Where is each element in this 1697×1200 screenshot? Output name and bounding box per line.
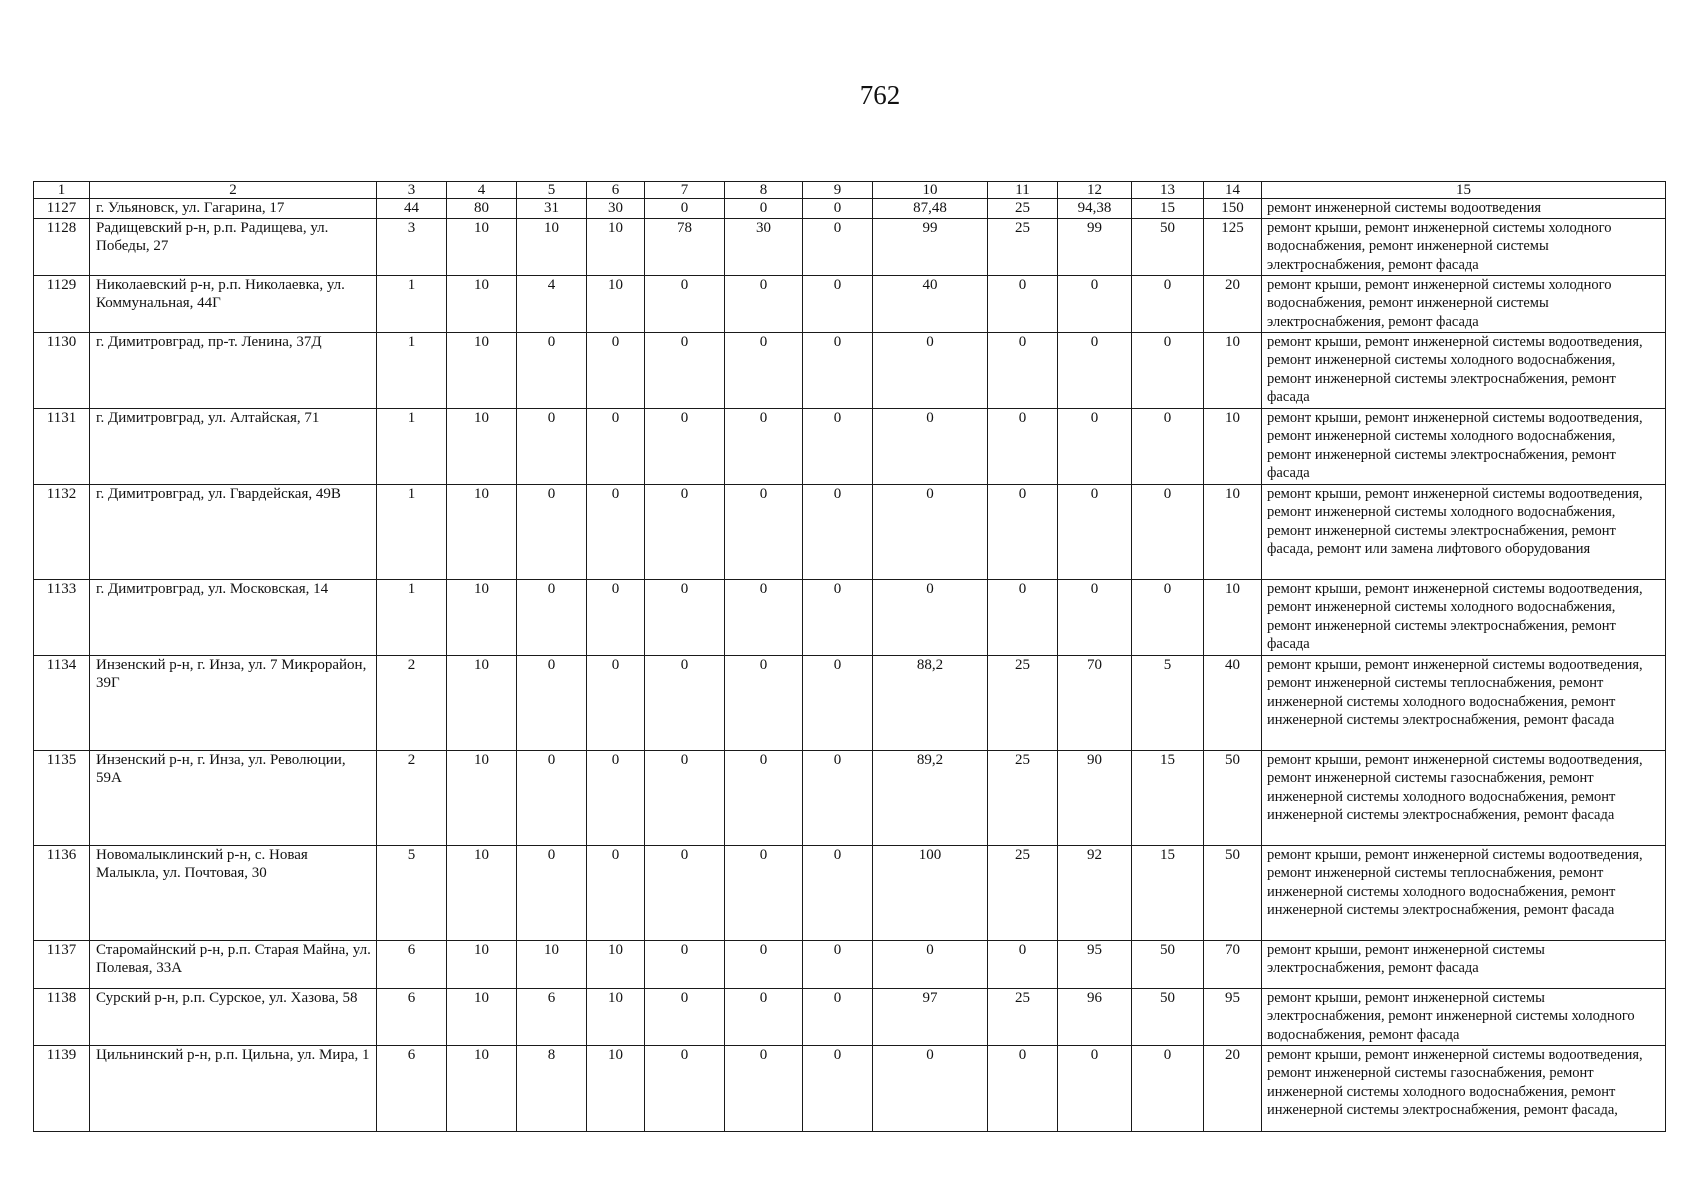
works-list-cell: ремонт крыши, ремонт инженерной системы электроснабжения, ремонт инженерной системы холодного водоснабжения, ремонт фасада: [1262, 988, 1666, 1045]
value-cell-col-4: 10: [447, 332, 517, 408]
value-cell-col-3: 3: [377, 218, 447, 275]
row-number-cell: 1132: [34, 484, 90, 579]
table-row: [34, 484, 1666, 579]
value-cell-col-6: 0: [587, 484, 645, 579]
value-cell-col-14: 20: [1204, 1045, 1262, 1131]
address-cell: г. Димитровград, пр-т. Ленина, 37Д: [90, 332, 377, 408]
value-cell-col-8: 30: [725, 218, 803, 275]
value-cell-col-13: 0: [1132, 408, 1204, 484]
value-cell-col-9: 0: [803, 940, 873, 988]
address-cell: Старомайнский р-н, р.п. Старая Майна, ул. Полевая, 33А: [90, 940, 377, 988]
table-row: [34, 408, 1666, 484]
value-cell-col-8: 0: [725, 1045, 803, 1131]
value-cell-col-14: 70: [1204, 940, 1262, 988]
value-cell-col-14: 20: [1204, 275, 1262, 332]
column-header-13: 13: [1132, 182, 1204, 199]
column-header-10: 10: [873, 182, 988, 199]
value-cell-col-6: 0: [587, 845, 645, 940]
value-cell-col-10: 0: [873, 332, 988, 408]
value-cell-col-11: 25: [988, 199, 1058, 219]
value-cell-col-5: 10: [517, 940, 587, 988]
value-cell-col-7: 0: [645, 275, 725, 332]
value-cell-col-12: 92: [1058, 845, 1132, 940]
value-cell-col-7: 78: [645, 218, 725, 275]
column-header-15: 15: [1262, 182, 1666, 199]
value-cell-col-8: 0: [725, 275, 803, 332]
value-cell-col-5: 0: [517, 484, 587, 579]
value-cell-col-4: 10: [447, 579, 517, 655]
value-cell-col-10: 97: [873, 988, 988, 1045]
works-list-cell: ремонт крыши, ремонт инженерной системы водоотведения, ремонт инженерной системы теплоснабжения, ремонт инженерной системы холодного водоснабжения, ремонт инженерной системы электроснабжения, ремонт фасада: [1262, 655, 1666, 750]
value-cell-col-14: 150: [1204, 199, 1262, 219]
table-row: [34, 199, 1666, 219]
row-number-cell: 1129: [34, 275, 90, 332]
works-list-cell: ремонт крыши, ремонт инженерной системы водоотведения, ремонт инженерной системы газоснабжения, ремонт инженерной системы холодного водоснабжения, ремонт инженерной системы электроснабжения, ремонт фасада: [1262, 750, 1666, 845]
value-cell-col-5: 10: [517, 218, 587, 275]
row-number-cell: 1138: [34, 988, 90, 1045]
value-cell-col-7: 0: [645, 988, 725, 1045]
value-cell-col-8: 0: [725, 332, 803, 408]
value-cell-col-8: 0: [725, 408, 803, 484]
works-list-cell: ремонт крыши, ремонт инженерной системы водоотведения, ремонт инженерной системы холодного водоснабжения, ремонт инженерной системы электроснабжения, ремонт фасада: [1262, 408, 1666, 484]
address-cell: г. Димитровград, ул. Алтайская, 71: [90, 408, 377, 484]
table-row: [34, 655, 1666, 750]
value-cell-col-11: 25: [988, 218, 1058, 275]
value-cell-col-3: 1: [377, 275, 447, 332]
value-cell-col-9: 0: [803, 218, 873, 275]
row-number-cell: 1136: [34, 845, 90, 940]
value-cell-col-7: 0: [645, 940, 725, 988]
value-cell-col-7: 0: [645, 408, 725, 484]
row-number-cell: 1135: [34, 750, 90, 845]
value-cell-col-6: 0: [587, 332, 645, 408]
value-cell-col-11: 25: [988, 750, 1058, 845]
value-cell-col-7: 0: [645, 579, 725, 655]
table-row: [34, 218, 1666, 275]
value-cell-col-4: 10: [447, 1045, 517, 1131]
value-cell-col-10: 0: [873, 408, 988, 484]
value-cell-col-6: 30: [587, 199, 645, 219]
value-cell-col-4: 10: [447, 845, 517, 940]
column-header-6: 6: [587, 182, 645, 199]
value-cell-col-3: 2: [377, 750, 447, 845]
table-header: [34, 182, 1666, 199]
value-cell-col-11: 0: [988, 275, 1058, 332]
value-cell-col-10: 0: [873, 484, 988, 579]
value-cell-col-3: 6: [377, 988, 447, 1045]
row-number-cell: 1130: [34, 332, 90, 408]
value-cell-col-12: 94,38: [1058, 199, 1132, 219]
value-cell-col-3: 1: [377, 408, 447, 484]
column-header-7: 7: [645, 182, 725, 199]
works-list-cell: ремонт крыши, ремонт инженерной системы водоотведения, ремонт инженерной системы газоснабжения, ремонт инженерной системы холодного водоснабжения, ремонт инженерной системы электроснабжения, ремонт фасада,: [1262, 1045, 1666, 1131]
address-cell: Радищевский р-н, р.п. Радищева, ул. Победы, 27: [90, 218, 377, 275]
address-cell: Цильнинский р-н, р.п. Цильна, ул. Мира, 1: [90, 1045, 377, 1131]
value-cell-col-13: 15: [1132, 845, 1204, 940]
works-list-cell: ремонт крыши, ремонт инженерной системы электроснабжения, ремонт фасада: [1262, 940, 1666, 988]
column-header-5: 5: [517, 182, 587, 199]
value-cell-col-9: 0: [803, 655, 873, 750]
value-cell-col-10: 0: [873, 579, 988, 655]
value-cell-col-13: 50: [1132, 218, 1204, 275]
value-cell-col-3: 2: [377, 655, 447, 750]
value-cell-col-13: 0: [1132, 579, 1204, 655]
value-cell-col-5: 0: [517, 579, 587, 655]
value-cell-col-5: 0: [517, 750, 587, 845]
value-cell-col-13: 5: [1132, 655, 1204, 750]
value-cell-col-11: 0: [988, 940, 1058, 988]
value-cell-col-6: 10: [587, 1045, 645, 1131]
value-cell-col-13: 0: [1132, 332, 1204, 408]
value-cell-col-12: 90: [1058, 750, 1132, 845]
value-cell-col-13: 50: [1132, 940, 1204, 988]
value-cell-col-6: 0: [587, 408, 645, 484]
value-cell-col-7: 0: [645, 332, 725, 408]
table-row: [34, 750, 1666, 845]
column-header-11: 11: [988, 182, 1058, 199]
header-row: [34, 182, 1666, 199]
row-number-cell: 1139: [34, 1045, 90, 1131]
works-list-cell: ремонт инженерной системы водоотведения: [1262, 199, 1666, 219]
capital-repair-table-wrap: [33, 181, 1665, 1132]
value-cell-col-8: 0: [725, 484, 803, 579]
value-cell-col-10: 0: [873, 940, 988, 988]
value-cell-col-9: 0: [803, 484, 873, 579]
value-cell-col-8: 0: [725, 579, 803, 655]
table-row: [34, 332, 1666, 408]
value-cell-col-7: 0: [645, 750, 725, 845]
value-cell-col-8: 0: [725, 845, 803, 940]
column-header-4: 4: [447, 182, 517, 199]
value-cell-col-6: 10: [587, 275, 645, 332]
value-cell-col-8: 0: [725, 988, 803, 1045]
value-cell-col-14: 10: [1204, 408, 1262, 484]
value-cell-col-7: 0: [645, 655, 725, 750]
value-cell-col-6: 0: [587, 750, 645, 845]
value-cell-col-3: 1: [377, 484, 447, 579]
value-cell-col-4: 10: [447, 940, 517, 988]
value-cell-col-5: 0: [517, 408, 587, 484]
value-cell-col-10: 99: [873, 218, 988, 275]
row-number-cell: 1134: [34, 655, 90, 750]
value-cell-col-7: 0: [645, 845, 725, 940]
value-cell-col-10: 40: [873, 275, 988, 332]
works-list-cell: ремонт крыши, ремонт инженерной системы холодного водоснабжения, ремонт инженерной системы электроснабжения, ремонт фасада: [1262, 275, 1666, 332]
table-row: [34, 1045, 1666, 1131]
value-cell-col-12: 95: [1058, 940, 1132, 988]
address-cell: Сурский р-н, р.п. Сурское, ул. Хазова, 58: [90, 988, 377, 1045]
row-number-cell: 1131: [34, 408, 90, 484]
address-cell: Николаевский р-н, р.п. Николаевка, ул. Коммунальная, 44Г: [90, 275, 377, 332]
value-cell-col-9: 0: [803, 199, 873, 219]
page-number: 762: [859, 80, 901, 110]
value-cell-col-11: 0: [988, 484, 1058, 579]
value-cell-col-12: 99: [1058, 218, 1132, 275]
row-number-cell: 1127: [34, 199, 90, 219]
value-cell-col-13: 15: [1132, 750, 1204, 845]
value-cell-col-12: 0: [1058, 484, 1132, 579]
row-number-cell: 1133: [34, 579, 90, 655]
works-list-cell: ремонт крыши, ремонт инженерной системы водоотведения, ремонт инженерной системы холодного водоснабжения, ремонт инженерной системы электроснабжения, ремонт фасада: [1262, 332, 1666, 408]
value-cell-col-10: 0: [873, 1045, 988, 1131]
value-cell-col-9: 0: [803, 275, 873, 332]
table-row: [34, 579, 1666, 655]
value-cell-col-12: 70: [1058, 655, 1132, 750]
address-cell: г. Димитровград, ул. Московская, 14: [90, 579, 377, 655]
value-cell-col-12: 96: [1058, 988, 1132, 1045]
row-number-cell: 1128: [34, 218, 90, 275]
address-cell: Инзенский р-н, г. Инза, ул. Революции, 59А: [90, 750, 377, 845]
value-cell-col-5: 31: [517, 199, 587, 219]
value-cell-col-4: 80: [447, 199, 517, 219]
value-cell-col-5: 0: [517, 845, 587, 940]
address-cell: г. Ульяновск, ул. Гагарина, 17: [90, 199, 377, 219]
value-cell-col-4: 10: [447, 750, 517, 845]
value-cell-col-6: 10: [587, 988, 645, 1045]
value-cell-col-9: 0: [803, 332, 873, 408]
value-cell-col-6: 0: [587, 579, 645, 655]
value-cell-col-5: 0: [517, 655, 587, 750]
value-cell-col-14: 125: [1204, 218, 1262, 275]
address-cell: г. Димитровград, ул. Гвардейская, 49В: [90, 484, 377, 579]
value-cell-col-9: 0: [803, 1045, 873, 1131]
value-cell-col-3: 1: [377, 579, 447, 655]
table-body: [34, 199, 1666, 1132]
value-cell-col-13: 0: [1132, 275, 1204, 332]
column-header-14: 14: [1204, 182, 1262, 199]
value-cell-col-11: 0: [988, 1045, 1058, 1131]
value-cell-col-3: 5: [377, 845, 447, 940]
value-cell-col-11: 25: [988, 988, 1058, 1045]
value-cell-col-8: 0: [725, 750, 803, 845]
value-cell-col-11: 0: [988, 579, 1058, 655]
value-cell-col-14: 10: [1204, 484, 1262, 579]
value-cell-col-3: 6: [377, 940, 447, 988]
value-cell-col-10: 89,2: [873, 750, 988, 845]
works-list-cell: ремонт крыши, ремонт инженерной системы холодного водоснабжения, ремонт инженерной системы электроснабжения, ремонт фасада: [1262, 218, 1666, 275]
address-cell: Новомалыклинский р-н, с. Новая Малыкла, ул. Почтовая, 30: [90, 845, 377, 940]
value-cell-col-13: 15: [1132, 199, 1204, 219]
value-cell-col-13: 50: [1132, 988, 1204, 1045]
value-cell-col-9: 0: [803, 579, 873, 655]
value-cell-col-4: 10: [447, 484, 517, 579]
value-cell-col-4: 10: [447, 408, 517, 484]
value-cell-col-5: 4: [517, 275, 587, 332]
column-header-12: 12: [1058, 182, 1132, 199]
address-cell: Инзенский р-н, г. Инза, ул. 7 Микрорайон, 39Г: [90, 655, 377, 750]
value-cell-col-14: 10: [1204, 579, 1262, 655]
value-cell-col-8: 0: [725, 940, 803, 988]
value-cell-col-14: 50: [1204, 845, 1262, 940]
value-cell-col-13: 0: [1132, 484, 1204, 579]
value-cell-col-12: 0: [1058, 579, 1132, 655]
value-cell-col-12: 0: [1058, 275, 1132, 332]
value-cell-col-4: 10: [447, 218, 517, 275]
works-list-cell: ремонт крыши, ремонт инженерной системы водоотведения, ремонт инженерной системы теплоснабжения, ремонт инженерной системы холодного водоснабжения, ремонт инженерной системы электроснабжения, ремонт фасада: [1262, 845, 1666, 940]
value-cell-col-6: 10: [587, 940, 645, 988]
works-list-cell: ремонт крыши, ремонт инженерной системы водоотведения, ремонт инженерной системы холодного водоснабжения, ремонт инженерной системы электроснабжения, ремонт фасада, ремонт или замена лифтового оборудования: [1262, 484, 1666, 579]
value-cell-col-12: 0: [1058, 332, 1132, 408]
value-cell-col-5: 6: [517, 988, 587, 1045]
value-cell-col-3: 6: [377, 1045, 447, 1131]
value-cell-col-12: 0: [1058, 408, 1132, 484]
value-cell-col-7: 0: [645, 1045, 725, 1131]
value-cell-col-9: 0: [803, 988, 873, 1045]
value-cell-col-8: 0: [725, 199, 803, 219]
value-cell-col-7: 0: [645, 484, 725, 579]
value-cell-col-14: 50: [1204, 750, 1262, 845]
value-cell-col-5: 0: [517, 332, 587, 408]
value-cell-col-3: 1: [377, 332, 447, 408]
table-row: [34, 940, 1666, 988]
value-cell-col-4: 10: [447, 655, 517, 750]
value-cell-col-9: 0: [803, 408, 873, 484]
table-row: [34, 988, 1666, 1045]
value-cell-col-11: 0: [988, 408, 1058, 484]
table-row: [34, 845, 1666, 940]
works-list-cell: ремонт крыши, ремонт инженерной системы водоотведения, ремонт инженерной системы холодного водоснабжения, ремонт инженерной системы электроснабжения, ремонт фасада: [1262, 579, 1666, 655]
value-cell-col-4: 10: [447, 988, 517, 1045]
column-header-3: 3: [377, 182, 447, 199]
value-cell-col-10: 88,2: [873, 655, 988, 750]
value-cell-col-7: 0: [645, 199, 725, 219]
value-cell-col-11: 25: [988, 655, 1058, 750]
column-header-2: 2: [90, 182, 377, 199]
value-cell-col-6: 10: [587, 218, 645, 275]
value-cell-col-4: 10: [447, 275, 517, 332]
value-cell-col-14: 95: [1204, 988, 1262, 1045]
column-header-9: 9: [803, 182, 873, 199]
value-cell-col-14: 40: [1204, 655, 1262, 750]
column-header-8: 8: [725, 182, 803, 199]
value-cell-col-14: 10: [1204, 332, 1262, 408]
value-cell-col-3: 44: [377, 199, 447, 219]
value-cell-col-9: 0: [803, 750, 873, 845]
value-cell-col-11: 0: [988, 332, 1058, 408]
column-header-1: 1: [34, 182, 90, 199]
value-cell-col-11: 25: [988, 845, 1058, 940]
value-cell-col-12: 0: [1058, 1045, 1132, 1131]
value-cell-col-5: 8: [517, 1045, 587, 1131]
value-cell-col-9: 0: [803, 845, 873, 940]
table-row: [34, 275, 1666, 332]
capital-repair-table: [33, 181, 1666, 1132]
value-cell-col-13: 0: [1132, 1045, 1204, 1131]
value-cell-col-10: 100: [873, 845, 988, 940]
value-cell-col-6: 0: [587, 655, 645, 750]
value-cell-col-8: 0: [725, 655, 803, 750]
row-number-cell: 1137: [34, 940, 90, 988]
value-cell-col-10: 87,48: [873, 199, 988, 219]
